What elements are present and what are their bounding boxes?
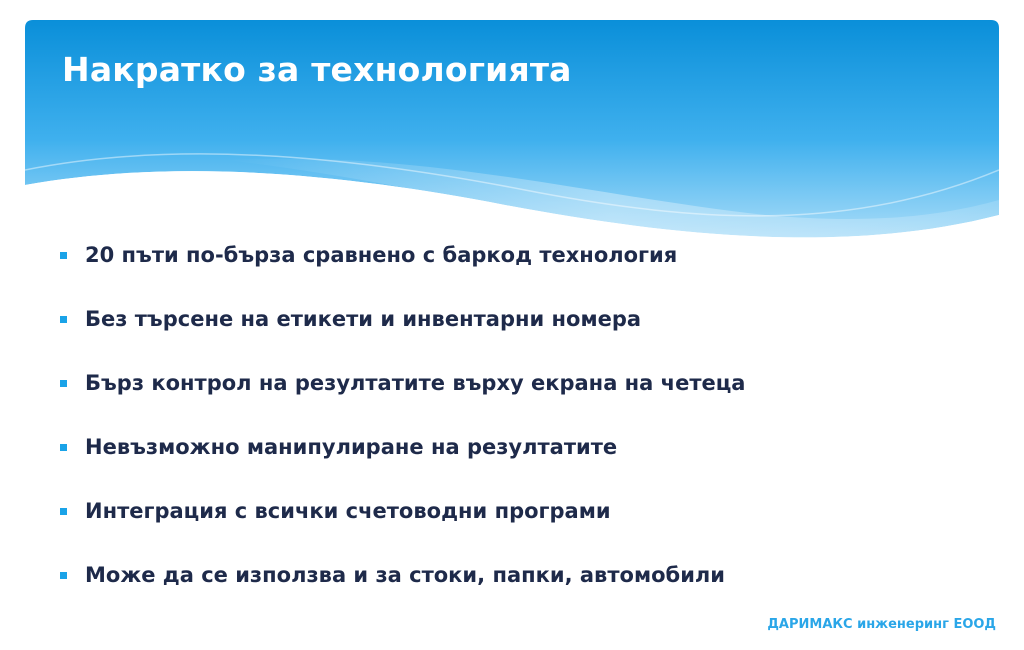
square-bullet-icon (60, 572, 67, 579)
square-bullet-icon (60, 252, 67, 259)
bullet-list (60, 240, 745, 624)
list-item (60, 560, 745, 624)
list-item (60, 304, 745, 368)
page-title: Накратко за технологията (62, 50, 572, 89)
bullet-text: 20 пъти по-бърза сравнено с баркод технология (85, 243, 678, 267)
square-bullet-icon (60, 380, 67, 387)
square-bullet-icon (60, 508, 67, 515)
bullet-text: Без търсене на етикети и инвентарни номера (85, 307, 642, 331)
list-item (60, 432, 745, 496)
list-item (60, 496, 745, 560)
bullet-text: Може да се използва и за стоки, папки, автомобили (85, 563, 726, 587)
footer-company-name: ДАРИМАКС инженеринг ЕООД (767, 617, 996, 632)
bullet-text: Бърз контрол на резултатите върху екрана на четеца (85, 371, 746, 395)
bullet-text: Интеграция с всички счетоводни програми (85, 499, 611, 523)
list-item (60, 368, 745, 432)
header-banner (25, 20, 999, 240)
square-bullet-icon (60, 316, 67, 323)
square-bullet-icon (60, 444, 67, 451)
bullet-text: Невъзможно манипулиране на резултатите (85, 435, 618, 459)
list-item (60, 240, 745, 304)
